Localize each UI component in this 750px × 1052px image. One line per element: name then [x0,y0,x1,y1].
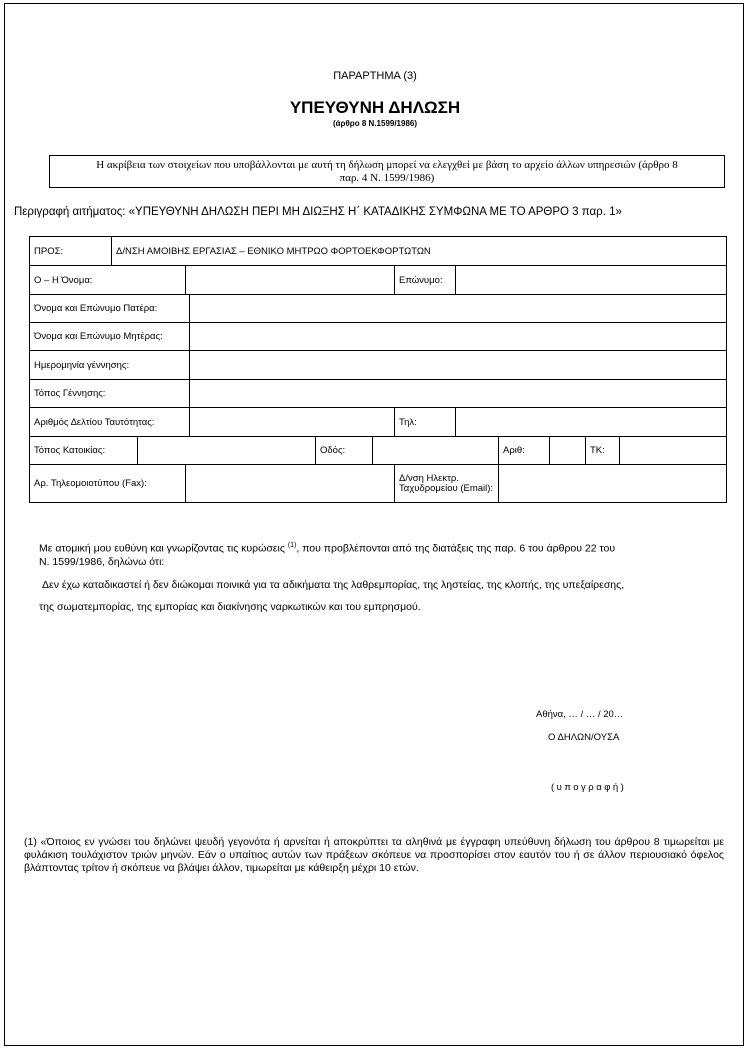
birth-place-label: Τόπος Γέννησης: [30,380,190,408]
residence-field[interactable] [138,437,316,465]
address-row [30,437,727,465]
contact-row [30,465,727,503]
father-name-field[interactable] [190,295,727,323]
to-label: ΠΡΟΣ: [30,237,112,266]
notice-line-2: παρ. 4 Ν. 1599/1986) [339,172,435,184]
father-row [30,295,727,323]
footnote-ref: (1) [287,542,297,549]
mother-name-field[interactable] [190,323,727,351]
statement-line-2: της σωματεμπορίας, της εμπορίας και διακίνησης ναρκωτικών και του εμπρησμού. [39,601,421,613]
document-title: ΥΠΕΥΘΥΝΗ ΔΗΛΩΣΗ [289,98,461,117]
recipient-row [30,237,727,266]
fax-label: Αρ. Τηλεομοιοτύπου (Fax): [30,465,186,503]
phone-field[interactable] [456,408,727,437]
accuracy-notice [49,155,725,188]
footnote-text: (1) «Όποιος εν γνώσει του δηλώνει ψευδή γεγονότα ή αρνείται ή αποκρύπτει τα αληθινά με έγγραφη υπεύθυνη δήλωση του άρθρου 8 τιμωρείται με φυλάκιση τουλάχιστον τριών μηνών. Εάν ο υπαίτιος αυτών των πράξεων σκόπευε να προσπορίσει στον εαυτόν του ή σε άλλον περιουσιακό όφελος βλάπτοντας τρίτον ή σκόπευε να βλάψει άλλον, τιμωρείται με κάθειρξη μέχρι 10 ετών. [24,836,724,874]
birth-date-label: Ημερομηνία γέννησης: [30,351,190,380]
mother-name-label: Όνομα και Επώνυμο Μητέρας: [30,323,190,351]
last-name-label: Επώνυμο: [395,266,456,295]
statement-line-1: Δεν έχω καταδικαστεί ή δεν διώκομαι ποινικά για τα αδικήματα της λαθρεμπορίας, της ληστείας, της κλοπής, της υπεξαίρεσης, [42,579,625,591]
postal-code-field[interactable] [620,437,727,465]
email-label: Δ/νση Ηλεκτρ. Ταχυδρομείου (Email): [395,465,499,503]
phone-label: Τηλ: [395,408,456,437]
annex-label: ΠΑΡΑΡΤΗΜΑ (3) [333,70,417,82]
first-name-label: Ο – Η Όνομα: [30,266,186,295]
notice-line-1: Η ακρίβεια των στοιχείων που υποβάλλονται με αυτή τη δήλωση μπορεί να ελεγχθεί με βάση το αρχείο άλλων υπηρεσιών (άρθρο 8 [96,159,678,171]
place-date: Αθήνα, … / … / 20… [536,709,624,720]
birth-place-field[interactable] [190,380,727,408]
declaration-law: Ν. 1599/1986, δηλώνω ότι: [39,555,165,568]
father-name-label: Όνομα και Επώνυμο Πατέρα: [30,295,190,323]
declarant-label: Ο ΔΗΛΩΝ/ΟΥΣΑ [548,732,620,743]
document-subtitle: (άρθρο 8 Ν.1599/1986) [332,119,418,128]
birth-date-field[interactable] [190,351,727,380]
mother-row [30,323,727,351]
street-field[interactable] [373,437,499,465]
id-number-field[interactable] [190,408,395,437]
first-name-field[interactable] [186,266,395,295]
declaration-text-end: , που προβλέπονται από της διατάξεις της παρ. 6 του άρθρου 22 του [296,542,616,555]
postal-code-label: ΤΚ: [586,437,620,465]
fax-field[interactable] [186,465,395,503]
id-number-label: Αριθμός Δελτίου Ταυτότητας: [30,408,190,437]
street-label: Οδός: [316,437,373,465]
declaration-form-table [29,236,727,503]
declaration-statement [39,574,722,618]
last-name-field[interactable] [456,266,727,295]
residence-label: Τόπος Κατοικίας: [30,437,138,465]
email-field[interactable] [499,465,727,503]
declaration-text-start: Με ατομική μου ευθύνη και γνωρίζοντας τις κυρώσεις [39,542,285,555]
document-page [4,3,744,1046]
number-field[interactable] [550,437,586,465]
signature-label: (υπογραφή) [551,782,627,793]
request-description: Περιγραφή αιτήματος: «ΥΠΕΥΘΥΝΗ ΔΗΛΩΣΗ ΠΕΡΙ ΜΗ ΔΙΩΞΗΣ Η΄ ΚΑΤΑΔΙΚΗΣ ΣΥΜΦΩΝΑ ΜΕ ΤΟ ΑΡΘΡΟ 3 παρ. 1» [14,206,622,218]
birthplace-row [30,380,727,408]
name-row [30,266,727,295]
id-row [30,408,727,437]
declaration-intro [39,539,719,569]
birthdate-row [30,351,727,380]
recipient-value: Δ/ΝΣΗ ΑΜΟΙΒΗΣ ΕΡΓΑΣΙΑΣ – ΕΘΝΙΚΟ ΜΗΤΡΩΟ ΦΟΡΤΟΕΚΦΟΡΤΩΤΩΝ [112,237,727,266]
number-label: Αριθ: [499,437,550,465]
